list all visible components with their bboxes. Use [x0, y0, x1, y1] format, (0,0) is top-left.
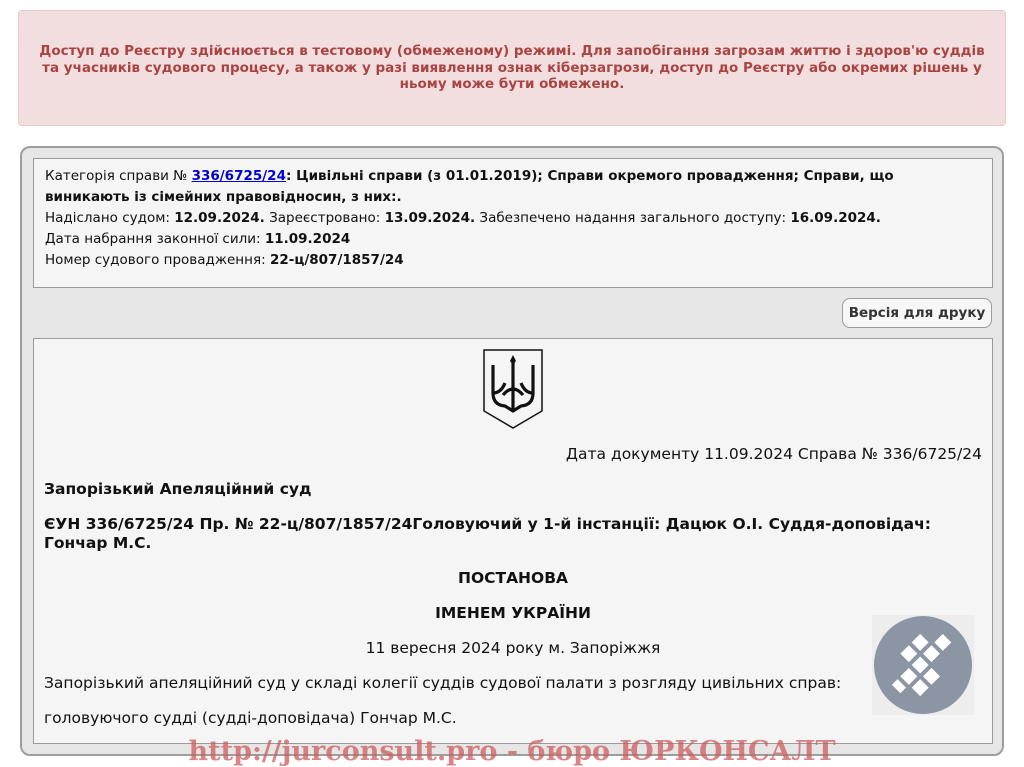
dates-line [45, 208, 981, 229]
public-access-value: 16.09.2024. [790, 210, 881, 226]
document-heading: ПОСТАНОВА [457, 569, 569, 587]
sent-label: Надіслано судом: [45, 210, 175, 226]
proceeding-label: Номер судового провадження: [45, 252, 270, 268]
case-number-link[interactable]: 336/6725/24 [191, 168, 286, 184]
effective-date-line [45, 229, 981, 250]
proceeding-line [45, 250, 981, 271]
category-line [45, 166, 981, 208]
site-watermark: http://jurconsult.pro - бюро ЮРКОНСАЛТ [188, 736, 836, 767]
trident-coat-of-arms-icon [483, 349, 543, 433]
case-numbers-judges: ЄУН 336/6725/24 Пр. № 22-ц/807/1857/24Головуючий у 1-й інстанції: Дацюк О.І. Суддя-доповідач: Гончар М.С. [44, 515, 931, 552]
date-and-place: 11 вересня 2024 року м. Запоріжжя [365, 639, 661, 657]
sent-value: 12.09.2024. [174, 210, 265, 226]
print-version-button[interactable]: Версія для друку [842, 298, 992, 328]
registered-value: 13.09.2024. [384, 210, 476, 226]
document-panel [20, 146, 1004, 756]
effective-value: 11.09.2024 [264, 231, 351, 247]
body-paragraph: Запорізький апеляційний суд у складі колегії суддів судової палати з розгляду цивільних справ: [44, 674, 842, 692]
body-paragraph: головуючого судді (судді-доповідача) Гончар М.С. [44, 709, 457, 727]
document-date-line: Дата документу 11.09.2024 Справа № 336/6725/24 [565, 445, 982, 463]
court-name: Запорізький Апеляційний суд [44, 480, 312, 498]
case-info-box [33, 158, 993, 288]
category-label: Категорія справи № [45, 168, 192, 184]
registered-label: Зареєстровано: [264, 210, 385, 226]
document-body [33, 338, 993, 744]
proceeding-value: 22-ц/807/1857/24 [269, 252, 404, 268]
document-subheading: ІМЕНЕМ УКРАЇНИ [435, 604, 591, 622]
category-value: : Цивільні справи (з 01.01.2019); Справи окремого провадження; Справи, що виникають із сімейних правовідносин, з них:. [45, 168, 894, 205]
effective-label: Дата набрання законної сили: [45, 231, 265, 247]
puzzle-logo-icon [872, 615, 974, 715]
public-access-label: Забезпечено надання загального доступу: [475, 210, 791, 226]
alert-text: Доступ до Реєстру здійснюється в тестовому (обмеженому) режимі. Для запобігання загрозам життю і здоров'ю суддів та учасників судового процесу, а також у разі виявлення ознак кіберзагрози, доступ до Реєстру або окремих рішень у ньому може бути обмежено. [39, 43, 985, 92]
registry-access-alert [18, 10, 1006, 126]
